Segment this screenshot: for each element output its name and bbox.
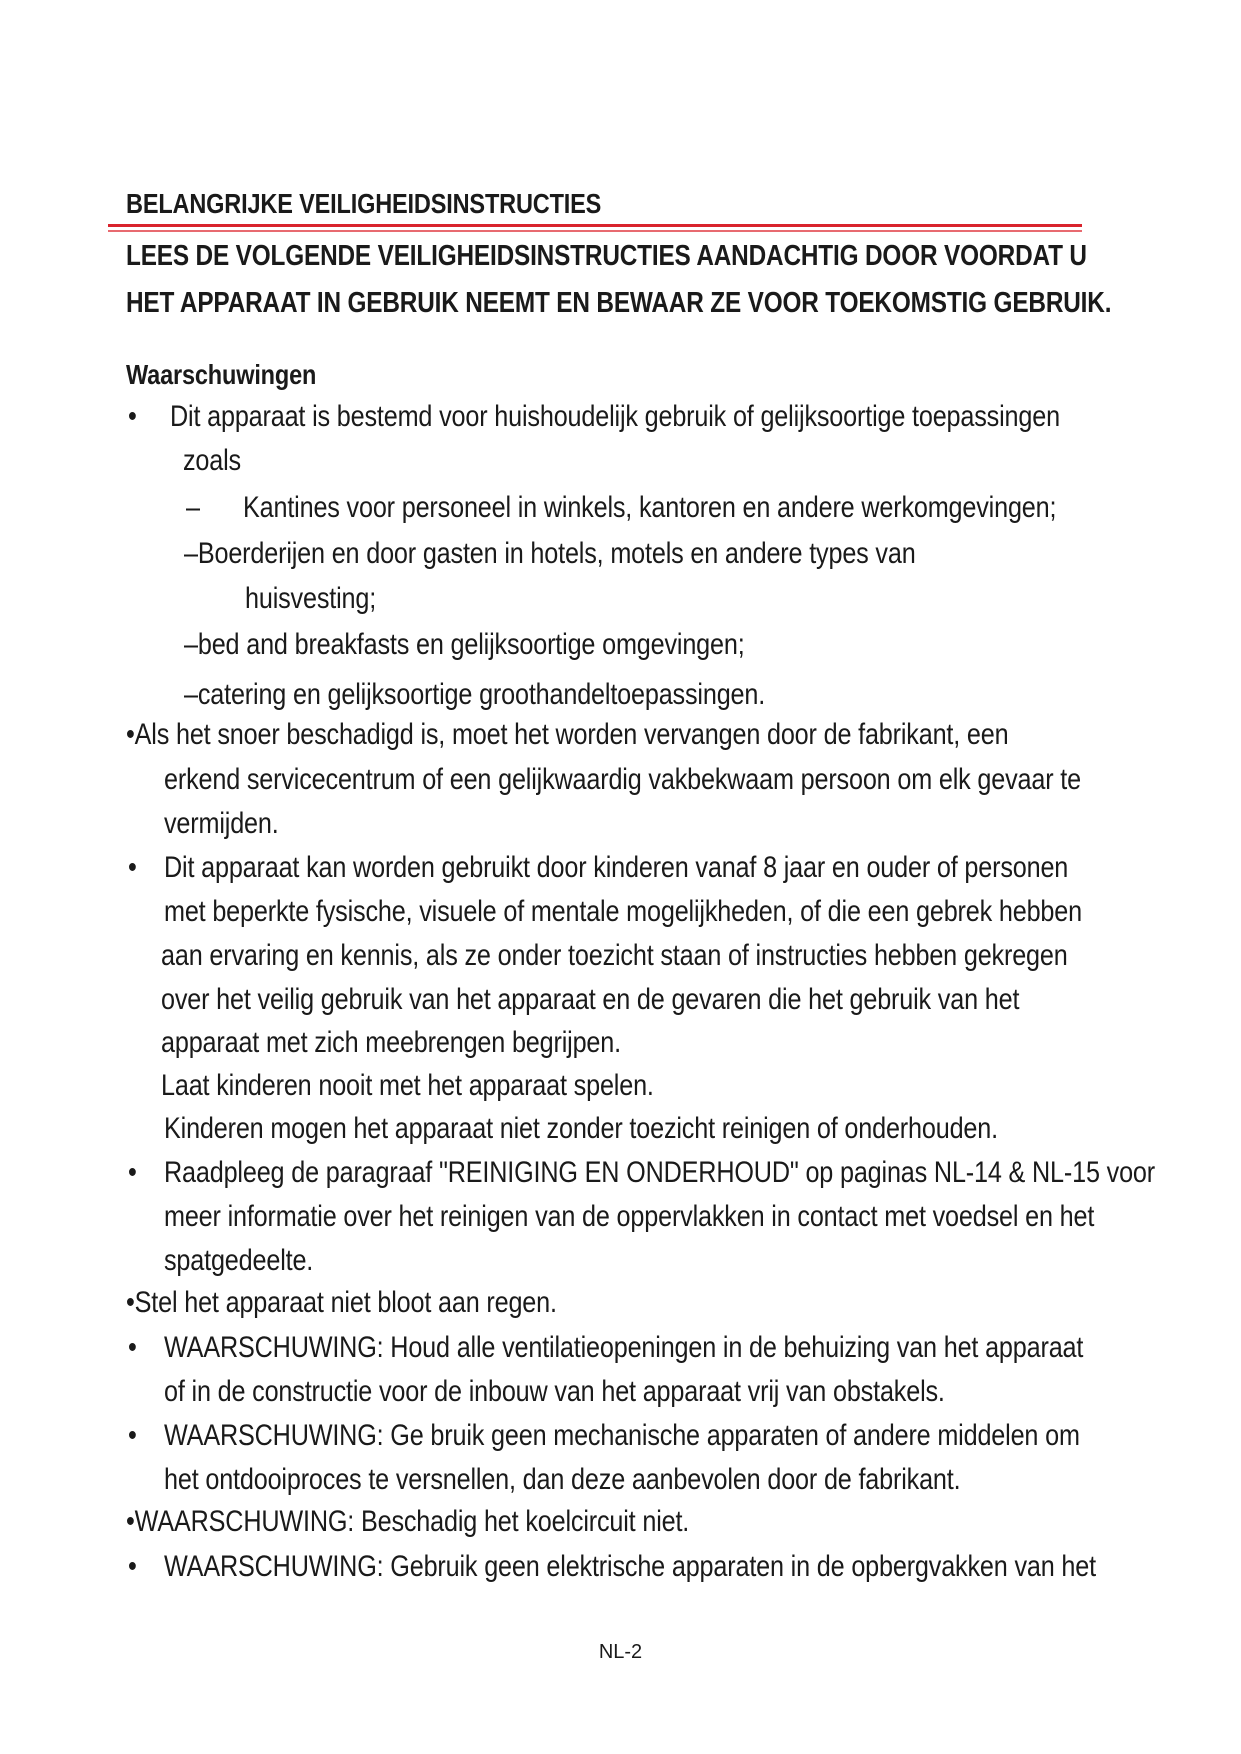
bullet-icon: • [128,1156,137,1189]
bullet-item: •WAARSCHUWING: Beschadig het koelcircuit niet. [126,1505,690,1538]
sub-item: –bed and breakfasts en gelijksoortige omgevingen; [184,628,745,661]
bullet-icon: • [128,851,137,884]
body-line: met beperkte fysische, visuele of mentale mogelijkheden, of die een gebrek hebben [164,895,1082,928]
body-line: meer informatie over het reinigen van de oppervlakken in contact met voedsel en het [164,1200,1095,1233]
dash-icon: – [186,491,200,524]
body-line: WAARSCHUWING: Ge bruik geen mechanische apparaten of andere middelen om [164,1419,1080,1452]
bullet-item: •Als het snoer beschadigd is, moet het worden vervangen door de fabrikant, een [126,718,1009,751]
body-line: apparaat met zich meebrengen begrijpen. [161,1026,621,1059]
bullet-icon: • [128,400,137,433]
title-divider [108,224,1082,227]
body-line: spatgedeelte. [164,1244,314,1277]
body-line: of in de constructie voor de inbouw van het apparaat vrij van obstakels. [164,1375,945,1408]
sub-item: –Boerderijen en door gasten in hotels, motels en andere types van [184,537,916,570]
sub-item: –catering en gelijksoortige groothandeltoepassingen. [184,678,766,711]
body-line: Kinderen mogen het apparaat niet zonder toezicht reinigen of onderhouden. [164,1112,998,1145]
body-line: over het veilig gebruik van het apparaat en de gevaren die het gebruik van het [161,983,1020,1016]
bullet-icon: • [128,1331,137,1364]
title-divider-accent [108,230,1082,232]
body-line: Dit apparaat is bestemd voor huishoudelijk gebruik of gelijksoortige toepassingen [170,400,1060,433]
body-line: WAARSCHUWING: Houd alle ventilatieopeningen in de behuizing van het apparaat [164,1331,1084,1364]
body-line: huisvesting; [245,582,377,615]
body-line: Raadpleeg de paragraaf "REINIGING EN ONDERHOUD" op paginas NL-14 & NL-15 voor [164,1156,1156,1189]
bullet-icon: • [128,1550,137,1583]
subtitle-line: LEES DE VOLGENDE VEILIGHEIDSINSTRUCTIES AANDACHTIG DOOR VOORDAT U [126,240,1087,272]
body-line: Dit apparaat kan worden gebruikt door kinderen vanaf 8 jaar en ouder of personen [164,851,1069,884]
bullet-item: •Stel het apparaat niet bloot aan regen. [126,1286,557,1319]
body-line: Laat kinderen nooit met het apparaat spelen. [161,1069,654,1102]
body-line: WAARSCHUWING: Gebruik geen elektrische apparaten in de opbergvakken van het [164,1550,1096,1583]
document-title: BELANGRIJKE VEILIGHEIDSINSTRUCTIES [126,188,602,219]
body-line: vermijden. [164,807,279,840]
body-line: erkend servicecentrum of een gelijkwaardig vakbekwaam persoon om elk gevaar te [164,763,1081,796]
body-line: zoals [183,444,241,477]
body-line: het ontdooiproces te versnellen, dan deze aanbevolen door de fabrikant. [164,1463,961,1496]
subtitle-line: HET APPARAAT IN GEBRUIK NEEMT EN BEWAAR ZE VOOR TOEKOMSTIG GEBRUIK. [126,287,1112,319]
bullet-icon: • [128,1419,137,1452]
page-number: NL-2 [598,1641,643,1663]
sub-item: Kantines voor personeel in winkels, kantoren en andere werkomgevingen; [243,491,1057,524]
section-heading: Waarschuwingen [126,359,317,390]
body-line: aan ervaring en kennis, als ze onder toezicht staan of instructies hebben gekregen [161,939,1068,972]
